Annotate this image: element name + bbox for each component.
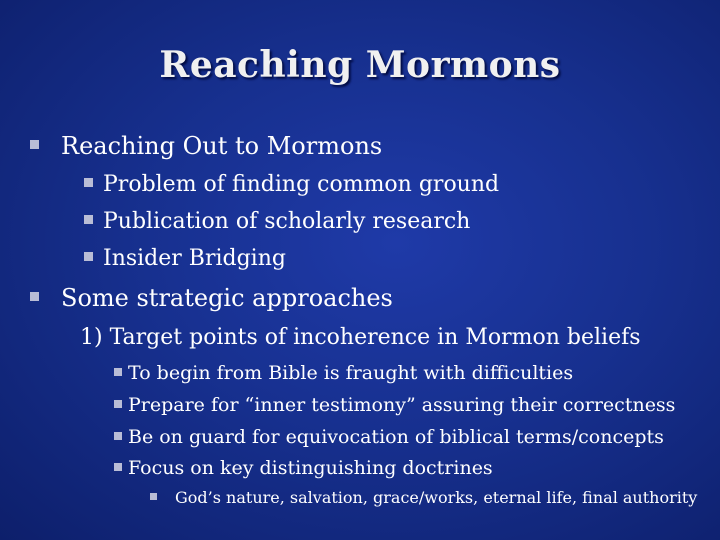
bullet-item-level2 xyxy=(84,172,499,197)
square-bullet-icon xyxy=(84,215,93,224)
slide-title: Reaching Mormons xyxy=(159,44,561,86)
bullet-text: God’s nature, salvation, grace/works, eternal life, final authority xyxy=(175,488,698,507)
square-bullet-icon xyxy=(84,252,93,261)
bullet-item-level4 xyxy=(150,488,697,507)
bullet-text: Be on guard for equivocation of biblical terms/concepts xyxy=(128,426,664,448)
bullet-text: Problem of finding common ground xyxy=(103,172,500,197)
bullet-text: Focus on key distinguishing doctrines xyxy=(128,457,493,479)
bullet-item-level2 xyxy=(84,246,286,271)
bullet-text: Some strategic approaches xyxy=(61,284,393,312)
square-bullet-icon xyxy=(114,432,122,440)
bullet-text: Insider Bridging xyxy=(103,246,286,271)
bullet-item-level2 xyxy=(84,209,470,234)
square-bullet-icon xyxy=(114,368,122,376)
bullet-item-level3 xyxy=(114,394,675,416)
bullet-item-level3 xyxy=(114,457,493,479)
numbered-item: 1) Target points of incoherence in Mormon beliefs xyxy=(80,325,641,350)
square-bullet-icon xyxy=(30,140,39,149)
square-bullet-icon xyxy=(84,178,93,187)
bullet-text: To begin from Bible is fraught with difficulties xyxy=(128,362,574,384)
square-bullet-icon xyxy=(150,493,157,500)
bullet-item-level1 xyxy=(30,284,393,312)
bullet-text: Prepare for “inner testimony” assuring their correctness xyxy=(128,394,676,416)
bullet-text: Reaching Out to Mormons xyxy=(61,132,383,160)
bullet-item-level3 xyxy=(114,426,664,448)
square-bullet-icon xyxy=(114,400,122,408)
bullet-item-level3 xyxy=(114,362,573,384)
square-bullet-icon xyxy=(30,292,39,301)
square-bullet-icon xyxy=(114,463,122,471)
bullet-item-level1 xyxy=(30,132,382,160)
bullet-text: Publication of scholarly research xyxy=(103,209,471,234)
